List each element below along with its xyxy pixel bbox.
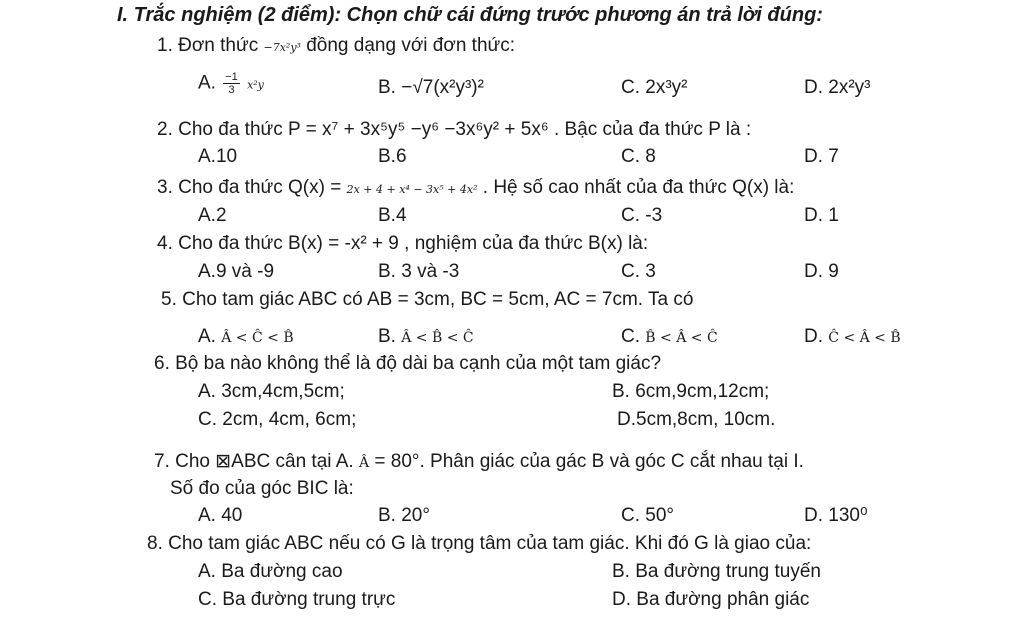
q4-option-a: A.9 và -9	[198, 261, 275, 282]
q3-stem-expr: 2x + 4 + x⁴ − 3x⁵ + 4x²	[346, 183, 478, 196]
q3-option-d: D. 1	[804, 205, 839, 226]
question-7-stem-line2: Số đo của góc BIC là:	[170, 478, 354, 499]
q4-option-d: D. 9	[804, 261, 839, 282]
question-3-stem: 3. Cho đa thức Q(x) = 2x + 4 + x⁴ − 3x⁵ + 4x² . Hệ số cao nhất của đa thức Q(x) là:	[157, 177, 795, 198]
q1-option-d: D. 2x²y³	[804, 77, 871, 98]
q1-stem-suffix: đồng dạng với đơn thức:	[306, 35, 516, 56]
q1-option-c: C. 2x³y²	[621, 77, 688, 98]
section-title: I. Trắc nghiệm (2 điểm): Chọn chữ cái đứng trước phương án trả lời đúng:	[117, 4, 823, 26]
q3-option-a: A.2	[198, 205, 227, 226]
q4-option-c: C. 3	[621, 261, 656, 282]
q5-option-b: B. Â < B̂ < Ĉ	[378, 326, 474, 347]
q5-option-d: D. Ĉ < Â < B̂	[804, 326, 901, 347]
q2-option-d: D. 7	[804, 146, 839, 167]
q5-option-a: A. Â < Ĉ < B̂	[198, 326, 294, 347]
q2-option-b: B.6	[378, 146, 407, 167]
q6-option-d: D.5cm,8cm, 10cm.	[617, 409, 776, 430]
cutoff-next-line	[135, 608, 365, 617]
q7-option-c: C. 50°	[621, 505, 675, 526]
q6-option-a: A. 3cm,4cm,5cm;	[198, 381, 345, 402]
question-5-stem: 5. Cho tam giác ABC có AB = 3cm, BC = 5cm, AC = 7cm. Ta có	[161, 289, 694, 310]
q7-option-b: B. 20°	[378, 505, 430, 526]
q2-option-c: C. 8	[621, 146, 656, 167]
question-8-stem: 8. Cho tam giác ABC nếu có G là trọng tâm của tam giác. Khi đó G là giao của:	[147, 533, 812, 554]
q1-stem-prefix: 1. Đơn thức	[157, 35, 259, 56]
q8-option-d: D. Ba đường phân giác	[612, 589, 810, 610]
q3-option-c: C. -3	[621, 205, 663, 226]
q6-option-b: B. 6cm,9cm,12cm;	[612, 381, 770, 402]
q8-option-c: C. Ba đường trung trực	[198, 589, 396, 610]
q6-option-c: C. 2cm, 4cm, 6cm;	[198, 409, 357, 430]
question-2-stem: 2. Cho đa thức P = x⁷ + 3x⁵y⁵ −y⁶ −3x⁶y² + 5x⁶ . Bậc của đa thức P là :	[157, 119, 752, 140]
q3-option-b: B.4	[378, 205, 407, 226]
q7-option-a: A. 40	[198, 505, 243, 526]
q2-option-a: A.10	[198, 146, 238, 167]
question-7-stem: 7. Cho ⊠ABC cân tại A. Â = 80°. Phân giác của gác B và góc C cắt nhau tại I.	[154, 451, 804, 472]
q4-option-b: B. 3 và -3	[378, 261, 460, 282]
q5-option-c: C. B̂ < Â < Ĉ	[621, 326, 718, 347]
q7-option-d: D. 130⁰	[804, 505, 868, 526]
q1-option-a: A. $\frac{-1}{3}$ x²y	[198, 71, 264, 96]
q8-option-b: B. Ba đường trung tuyến	[612, 561, 821, 582]
q7-angle-a: Â	[358, 455, 370, 471]
q1-a-fraction: $\frac{-1}{3}$	[225, 71, 238, 96]
q1-stem-expr: −7x²y³	[263, 41, 301, 54]
question-4-stem: 4. Cho đa thức B(x) = -x² + 9 , nghiệm của đa thức B(x) là:	[157, 233, 649, 254]
q1-option-b: B. −√7(x²y³)²	[378, 77, 484, 98]
q8-option-a: A. Ba đường cao	[198, 561, 343, 582]
question-6-stem: 6. Bộ ba nào không thể là độ dài ba cạnh của một tam giác?	[154, 353, 662, 374]
question-1-stem	[157, 35, 515, 59]
